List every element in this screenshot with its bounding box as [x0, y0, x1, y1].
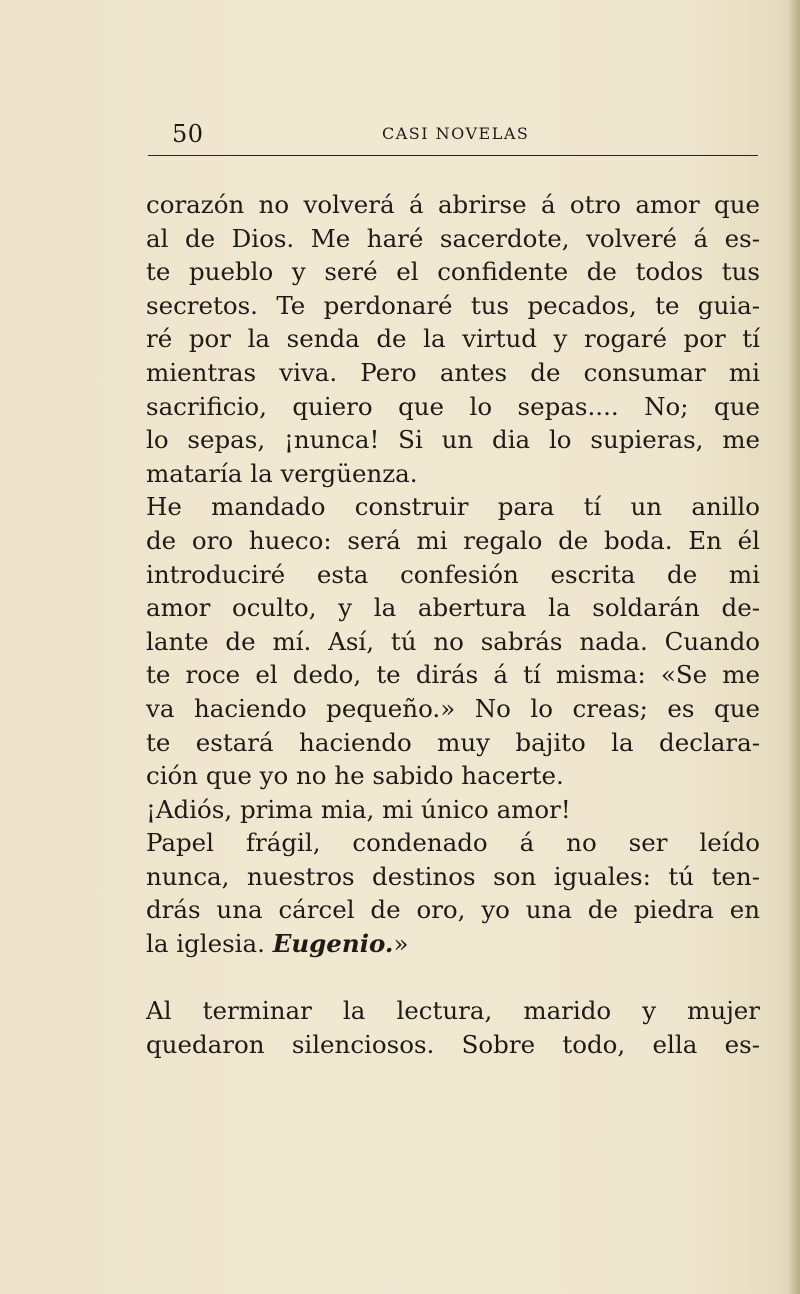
text-line: lante de mí. Así, tú no sabrás nada. Cuando: [146, 626, 760, 656]
text-line: Papel frágil, condenado á no ser leído: [146, 828, 760, 858]
text-line: te roce el dedo, te dirás á tí misma: «Se me: [146, 660, 760, 690]
signature: Eugenio.: [272, 929, 394, 959]
text-line: te estará haciendo muy bajito la declara-: [146, 727, 760, 757]
page-number: 50: [172, 120, 204, 148]
running-header: [148, 118, 758, 158]
body-text: [146, 188, 760, 1061]
text-line: introduciré esta confesión escrita de mi: [146, 559, 760, 589]
text-line: te pueblo y seré el confidente de todos tus: [146, 257, 760, 287]
page-edge-shadow: [788, 0, 800, 1294]
text-line: drás una cárcel de oro, yo una de piedra en: [146, 895, 760, 925]
text-line: de oro hueco: será mi regalo de boda. En él: [146, 525, 760, 555]
text-line: nunca, nuestros destinos son iguales: tú ten-: [146, 861, 760, 891]
text-line: corazón no volverá á abrirse á otro amor que: [146, 190, 760, 219]
text-line: al de Dios. Me haré sacerdote, volveré á es-: [146, 223, 760, 253]
text-line: amor oculto, y la abertura la soldarán de-: [146, 593, 760, 623]
text-line: ción que yo no he sabido hacerte.: [146, 761, 564, 791]
text-line: quedaron silenciosos. Sobre todo, ella es-: [146, 1029, 760, 1059]
text-line-with-signature: [146, 927, 760, 961]
running-title: CASI NOVELAS: [382, 124, 530, 143]
paragraph-gap: [146, 961, 760, 995]
text-line: mientras viva. Pero antes de consumar mi: [146, 357, 760, 387]
header-rule: [148, 155, 758, 156]
text-line: ¡Adiós, prima mia, mi único amor!: [146, 794, 571, 824]
text-line: secretos. Te perdonaré tus pecados, te guia-: [146, 290, 760, 320]
text-line: sacrificio, quiero que lo sepas.... No; que: [146, 391, 760, 421]
text-line: mataría la vergüenza.: [146, 458, 418, 488]
text-line: He mandado construir para tí un anillo: [146, 492, 760, 522]
text-fragment: la iglesia.: [146, 929, 273, 959]
text-line: ré por la senda de la virtud y rogaré por tí: [146, 324, 760, 354]
text-line: lo sepas, ¡nunca! Si un dia lo supieras, me: [146, 425, 760, 455]
text-line: Al terminar la lectura, marido y mujer: [146, 996, 760, 1026]
closing-quote: »: [393, 929, 409, 959]
text-line: va haciendo pequeño.» No lo creas; es que: [146, 693, 760, 723]
